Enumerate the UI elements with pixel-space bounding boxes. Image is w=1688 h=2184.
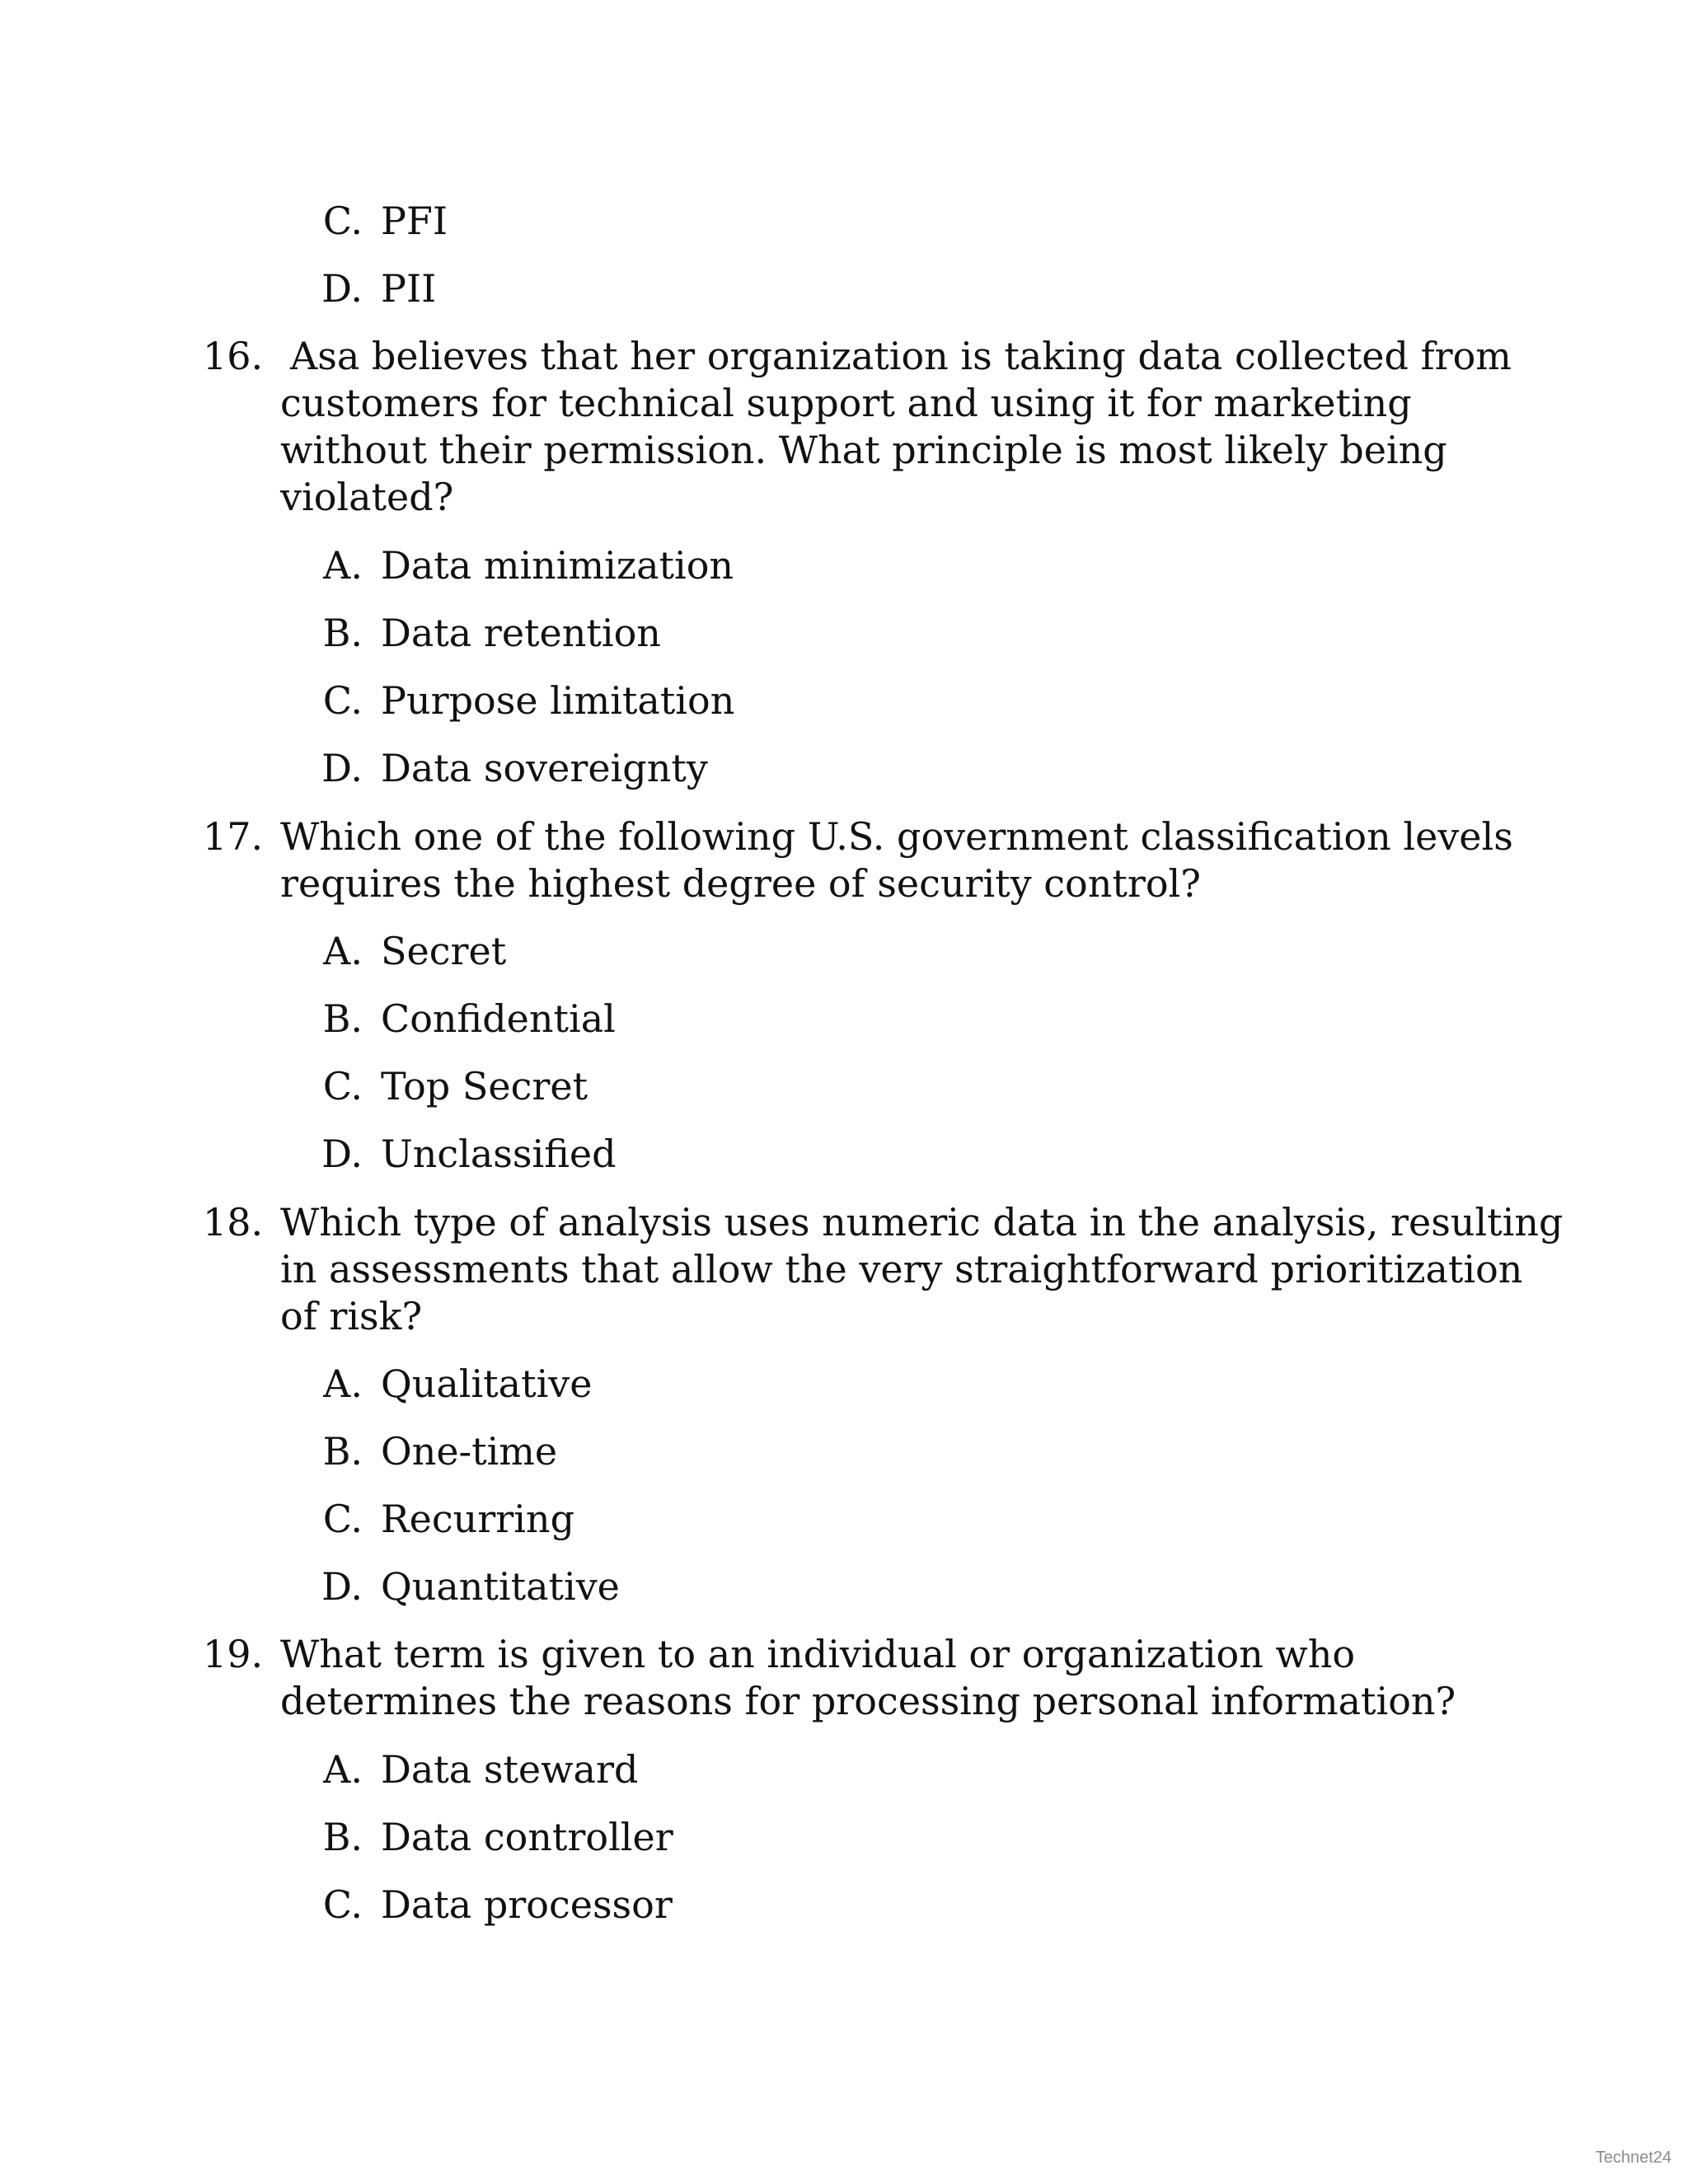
question-text: [280, 333, 1566, 521]
option-text: Quantitative: [381, 1564, 620, 1609]
question-line: in assessments that allow the very straightforward prioritization: [280, 1247, 1523, 1291]
option-item: [297, 265, 436, 312]
question-text: [280, 1199, 1566, 1340]
option-letter: D.: [321, 1132, 363, 1176]
option-letter: C.: [322, 199, 363, 243]
question-line: of risk?: [280, 1294, 423, 1338]
option-text: Data processor: [381, 1882, 673, 1927]
option-item: [297, 1063, 588, 1109]
option-text: One-time: [381, 1429, 558, 1474]
option-item: [297, 677, 734, 724]
option-letter: A.: [323, 1361, 363, 1406]
question-number: 16.: [203, 334, 264, 378]
option-item: [297, 928, 506, 974]
option-text: Secret: [381, 929, 507, 973]
option-item: [297, 1428, 557, 1474]
question-line: without their permission. What principle is most likely being: [280, 428, 1447, 472]
option-letter: C.: [322, 1064, 363, 1108]
option-text: Data sovereignty: [381, 746, 708, 790]
option-item: [297, 198, 448, 244]
option-letter: B.: [322, 611, 363, 655]
option-item: [297, 542, 734, 588]
question-line: Which one of the following U.S. government classification levels: [280, 814, 1513, 859]
question-line: customers for technical support and using it for marketing: [280, 381, 1412, 425]
option-letter: A.: [323, 1747, 363, 1792]
option-item: [297, 610, 661, 656]
option-letter: C.: [322, 678, 363, 723]
option-letter: C.: [322, 1882, 363, 1927]
question-text: [280, 1631, 1566, 1725]
option-item: [297, 996, 616, 1042]
option-text: Unclassified: [381, 1132, 617, 1176]
option-letter: C.: [322, 1497, 363, 1541]
option-letter: A.: [323, 929, 363, 973]
option-text: Purpose limitation: [381, 678, 735, 723]
option-text: Confidential: [381, 996, 616, 1041]
option-text: Data retention: [381, 611, 661, 655]
question-number: 17.: [203, 814, 264, 859]
option-item: [297, 1131, 617, 1177]
question-line: determines the reasons for processing personal information?: [280, 1679, 1456, 1723]
option-letter: B.: [322, 1815, 363, 1859]
question-number: 18.: [203, 1200, 264, 1244]
option-text: PII: [381, 266, 437, 311]
option-text: Data steward: [381, 1747, 639, 1792]
option-text: Recurring: [381, 1497, 575, 1541]
question-line: requires the highest degree of security control?: [280, 861, 1201, 906]
option-item: [297, 1814, 673, 1860]
option-letter: D.: [321, 1564, 363, 1609]
question-number: 19.: [203, 1632, 264, 1676]
option-item: [297, 1563, 620, 1610]
option-letter: B.: [322, 996, 363, 1041]
option-item: [297, 1746, 638, 1793]
option-text: PFI: [381, 199, 448, 243]
watermark-label: Technet24: [1595, 2149, 1672, 2167]
question-line: Which type of analysis uses numeric data in the analysis, resulting: [280, 1200, 1564, 1244]
option-item: [297, 1496, 574, 1542]
question-line: Asa believes that her organization is taking data collected from: [290, 334, 1512, 378]
question-line: violated?: [280, 475, 454, 519]
question-text: [280, 813, 1566, 907]
option-letter: B.: [322, 1429, 363, 1474]
option-text: Data controller: [381, 1815, 673, 1859]
option-letter: A.: [323, 543, 363, 588]
option-item: [297, 1361, 593, 1407]
option-text: Top Secret: [381, 1064, 588, 1108]
option-item: [297, 1882, 673, 1928]
option-letter: D.: [321, 266, 363, 311]
option-text: Data minimization: [381, 543, 734, 588]
option-text: Qualitative: [381, 1361, 593, 1406]
option-letter: D.: [321, 746, 363, 790]
option-item: [297, 745, 708, 791]
question-line: What term is given to an individual or organization who: [280, 1632, 1356, 1676]
